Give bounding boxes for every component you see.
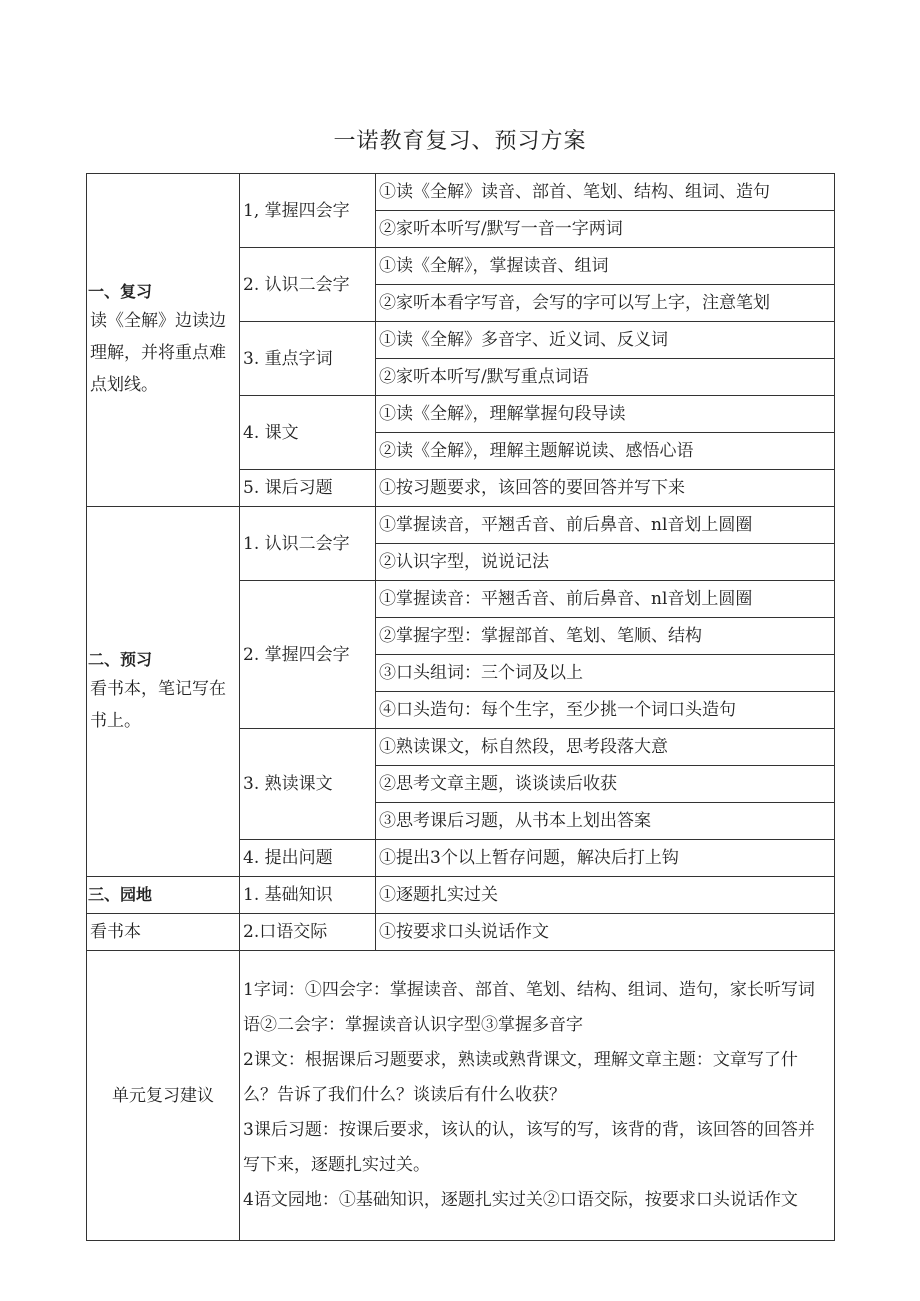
task-cell: ②思考文章主题，谈谈读后收获 <box>376 766 835 803</box>
task-cell: ①读《全解》，理解掌握句段导读 <box>376 396 835 433</box>
advice-paragraph: 4语文园地：①基础知识，逐题扎实过关②口语交际，按要求口头说话作文 <box>243 1190 798 1210</box>
section-desc-line: 书上。 <box>90 710 141 731</box>
task-cell: ②家听本看字写音，会写的字可以写上字，注意笔划 <box>376 285 835 322</box>
section-desc-line: 理解，并将重点难 <box>90 343 226 363</box>
section-desc-line: 点划线。 <box>90 375 158 395</box>
item-label: 4. 提出问题 <box>240 840 376 877</box>
advice-paragraph: 2课文：根据课后习题要求，熟读或熟背课文，理解文章主题：文章写了什么？告诉了我们什么？谈读后有什么收获？ <box>243 1050 798 1105</box>
task-cell: ①掌握读音：平翘舌音、前后鼻音、nl音划上圆圈 <box>376 581 835 618</box>
section-desc-line: 看书本，笔记写在 <box>90 678 226 699</box>
task-cell: ②家听本听写/默写重点词语 <box>376 359 835 396</box>
section-heading: 二、预习 <box>88 649 153 669</box>
advice-label: 单元复习建议 <box>87 951 240 1241</box>
task-cell: ④口头造句：每个生字，至少挑一个词口头造句 <box>376 692 835 729</box>
task-cell: ①熟读课文，标自然段，思考段落大意 <box>376 729 835 766</box>
advice-body <box>240 951 835 1241</box>
section-heading-text: 三、园地 <box>88 885 153 904</box>
task-cell: ①按要求口头说话作文 <box>376 914 835 951</box>
task-cell: ①读《全解》，掌握读音、组词 <box>376 248 835 285</box>
item-label: 1. 认识二会字 <box>240 507 376 581</box>
page-title: 一诺教育复习、预习方案 <box>333 129 587 154</box>
task-cell: ①提出3个以上暂存问题，解决后打上钩 <box>376 840 835 877</box>
item-label: 2.口语交际 <box>240 914 376 951</box>
task-cell: ①逐题扎实过关 <box>376 877 835 914</box>
task-cell: ②家听本听写/默写一音一字两词 <box>376 211 835 248</box>
section-preview <box>87 507 240 877</box>
item-label: 3. 熟读课文 <box>240 729 376 840</box>
task-cell: ②认识字型，说说记法 <box>376 544 835 581</box>
task-cell: ①按习题要求，该回答的要回答并写下来 <box>376 470 835 507</box>
section-heading <box>87 877 240 914</box>
section-desc-line: 读《全解》边读边 <box>90 311 226 331</box>
item-label: 5. 课后习题 <box>240 470 376 507</box>
study-plan-table <box>86 173 835 1241</box>
task-cell: ②掌握字型：掌握部首、笔划、笔顺、结构 <box>376 618 835 655</box>
task-cell: ①掌握读音，平翘舌音、前后鼻音、nl音划上圆圈 <box>376 507 835 544</box>
item-label: 3. 重点字词 <box>240 322 376 396</box>
section-heading: 一、复习 <box>88 282 153 301</box>
task-cell: ①读《全解》读音、部首、笔划、结构、组词、造句 <box>376 174 835 211</box>
section-review <box>87 174 240 507</box>
item-label: 2. 认识二会字 <box>240 248 376 322</box>
section-desc-line: 看书本 <box>87 914 240 951</box>
advice-paragraph: 3课后习题：按课后要求，该认的认，该写的写，该背的背，该回答的回答并写下来，逐题扎实过关。 <box>243 1120 815 1175</box>
item-label: 1. 基础知识 <box>240 877 376 914</box>
task-cell: ③思考课后习题，从书本上划出答案 <box>376 803 835 840</box>
task-cell: ①读《全解》多音字、近义词、反义词 <box>376 322 835 359</box>
advice-paragraph: 1字词：①四会字：掌握读音、部首、笔划、结构、组词、造句，家长听写词语②二会字：掌握读音认识字型③掌握多音字 <box>243 980 815 1035</box>
task-cell: ②读《全解》，理解主题解说读、感悟心语 <box>376 433 835 470</box>
item-label: 4. 课文 <box>240 396 376 470</box>
item-label: 1, 掌握四会字 <box>240 174 376 248</box>
item-label: 2. 掌握四会字 <box>240 581 376 729</box>
task-cell: ③口头组词：三个词及以上 <box>376 655 835 692</box>
